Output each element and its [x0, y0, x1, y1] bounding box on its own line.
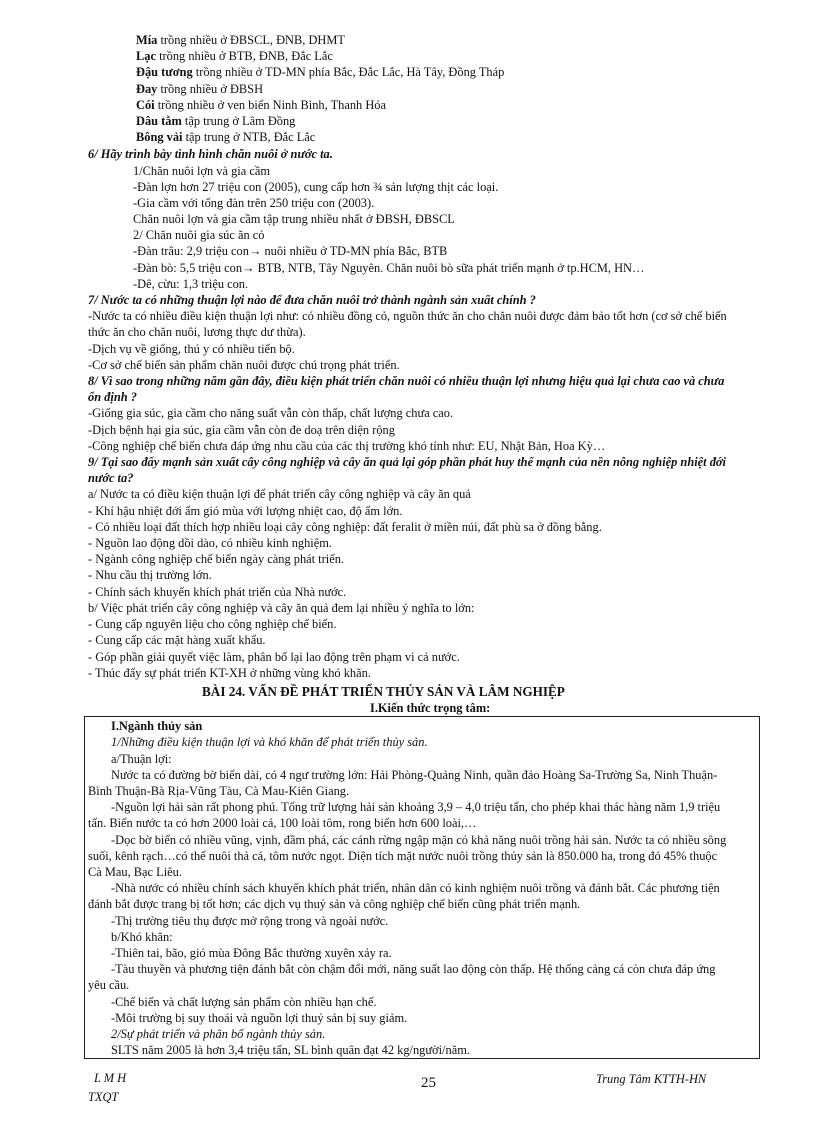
- lesson-subtitle: I.Kiến thức trọng tâm:: [370, 701, 491, 715]
- crop-item-lac: Lạc trồng nhiều ở BTB, ĐNB, Đắc Lắc: [136, 49, 333, 63]
- box-line: -Thị trường tiêu thụ được mở rộng trong và ngoài nước.: [111, 914, 389, 928]
- q9-line: - Cung cấp các mặt hàng xuất khẩu.: [88, 633, 266, 647]
- q9-line: - Có nhiều loại đất thích hợp nhiều loại cây công nghiệp: đất feralit ở miền núi, đất phù sa ở đồng bằng.: [88, 520, 602, 534]
- box-line: -Môi trường bị suy thoái và nguồn lợi thuỷ sản bị suy giảm.: [111, 1011, 408, 1025]
- crop-item-dau-tam: Dâu tằm tập trung ở Lâm Đồng: [136, 114, 296, 128]
- question-6: 6/ Hãy trình bày tình hình chăn nuôi ở nước ta.: [88, 147, 333, 161]
- q8-line: -Dịch bệnh hại gia súc, gia cầm vẫn còn đe doạ trên diện rộng: [88, 423, 395, 437]
- q9-line: a/ Nước ta có điều kiện thuận lợi để phát triển cây công nghiệp và cây ăn quả: [88, 487, 471, 501]
- q6-line: -Dê, cừu: 1,3 triệu con.: [133, 277, 249, 291]
- q6-line: -Đàn trâu: 2,9 triệu con→ nuôi nhiều ở TD-MN phía Bắc, BTB: [133, 244, 448, 258]
- crop-item-day: Đay trồng nhiều ở ĐBSH: [136, 82, 264, 96]
- box-line: đánh bắt được trang bị tốt hơn; các dịch vụ thuỷ sản và công nghiệp chế biến cũng phát triển mạnh.: [88, 897, 581, 911]
- q9-line: - Góp phần giải quyết việc làm, phân bố lại lao động trên phạm vi cả nước.: [88, 650, 460, 664]
- q9-line: - Nguồn lao động dồi dào, có nhiều kinh nghiệm.: [88, 536, 332, 550]
- box-line: Nước ta có đường bờ biển dài, có 4 ngư trường lớn: Hải Phòng-Quảng Ninh, quần đảo Hoàng Sa-Trường Sa, Ninh Thuận-: [111, 768, 718, 782]
- q6-line: 1/Chăn nuôi lợn và gia cầm: [133, 164, 270, 178]
- question-8: 8/ Vì sao trong những năm gần đây, điều kiện phát triển chăn nuôi có nhiều thuận lợi nhưng hiệu quả lại chưa cao và chưa: [88, 374, 725, 388]
- footer-left-line1: L M H: [94, 1071, 127, 1085]
- q9-line: - Thúc đẩy sự phát triển KT-XH ở những vùng khó khăn.: [88, 666, 371, 680]
- q8-line: -Công nghiệp chế biến chưa đáp ứng nhu cầu của các thị trường khó tính như: EU, Nhật Bản, Hoa Kỳ…: [88, 439, 606, 453]
- box-line: Cà Mau, Bạc Liêu.: [88, 865, 182, 879]
- box-line: b/Khó khăn:: [111, 930, 173, 944]
- q7-line: thức ăn cho chăn nuôi, lương thực dư thừa).: [88, 325, 306, 339]
- box-line: -Chế biến và chất lượng sản phẩm còn nhiều hạn chế.: [111, 995, 377, 1009]
- box-line: SLTS năm 2005 là hơn 3,4 triệu tấn, SL bình quân đạt 42 kg/người/năm.: [111, 1043, 470, 1057]
- crop-item-coi: Cói trồng nhiều ở ven biển Ninh Bình, Thanh Hóa: [136, 98, 386, 112]
- q6-line: Chăn nuôi lợn và gia cầm tập trung nhiều nhất ở ĐBSH, ĐBSCL: [133, 212, 455, 226]
- box-subheading: 2/Sự phát triển và phân bố ngành thủy sản.: [111, 1027, 326, 1041]
- question-8-cont: ổn định ?: [88, 390, 137, 404]
- box-line: suối, kênh rạch…có thể nuôi thả cá, tôm nước ngọt. Diện tích mặt nước nuôi trồng thủy sản là 850.000 ha, trong đó 45% thuộc: [88, 849, 718, 863]
- q9-line: - Nhu cầu thị trường lớn.: [88, 568, 212, 582]
- box-line: -Nguồn lợi hải sản rất phong phú. Tổng trữ lượng hải sản khoảng 3,9 – 4,0 triệu tấn, cho phép khai thác hàng năm 1,9 triệu: [111, 800, 721, 814]
- box-heading: I.Ngành thủy sản: [111, 719, 203, 733]
- box-line: -Thiên tai, bão, gió mùa Đông Bắc thường xuyên xảy ra.: [111, 946, 392, 960]
- q9-line: - Khí hậu nhiệt đới ẩm gió mùa với lượng nhiệt cao, độ ẩm lớn.: [88, 504, 403, 518]
- box-line: -Nhà nước có nhiều chính sách khuyến khích phát triển, nhân dân có kinh nghiệm nuôi trồng và đánh bắt. Các phương tiện: [111, 881, 720, 895]
- question-9-cont: nước ta?: [88, 471, 134, 485]
- box-line: -Tàu thuyền và phương tiện đánh bắt còn chậm đổi mới, năng suất lao động còn thấp. Hệ thống cảng cá còn chưa đáp ứng: [111, 962, 716, 976]
- q6-line: -Gia cầm với tổng đàn trên 250 triệu con (2003).: [133, 196, 375, 210]
- box-line: tấn. Biển nước ta có hơn 2000 loài cá, 100 loài tôm, rong biển hơn 600 loài,…: [88, 816, 477, 830]
- q9-line: - Ngành công nghiệp chế biến ngày càng phát triển.: [88, 552, 344, 566]
- q6-line: 2/ Chăn nuôi gia súc ăn cỏ: [133, 228, 265, 242]
- box-line: -Dọc bờ biển có nhiều vũng, vịnh, đầm phá, các cánh rừng ngập mặn có khả năng nuôi trồng hải sản. Nước ta có nhiều sông: [111, 833, 727, 847]
- crop-item-dau-tuong: Đậu tương trồng nhiều ở TD-MN phía Bắc, Đắc Lắc, Hà Tây, Đồng Tháp: [136, 65, 505, 79]
- footer-left-line2: TXQT: [88, 1090, 119, 1104]
- box-line: Bình Thuận-Bà Rịa-Vũng Tàu, Cà Mau-Kiên Giang.: [88, 784, 350, 798]
- q9-line: - Chính sách khuyến khích phát triển của Nhà nước.: [88, 585, 347, 599]
- q8-line: -Giống gia súc, gia cầm cho năng suất vẫn còn thấp, chất lượng chưa cao.: [88, 406, 454, 420]
- footer-right: Trung Tâm KTTH-HN: [596, 1072, 707, 1086]
- question-9: 9/ Tại sao đẩy mạnh sản xuất cây công nghiệp và cây ăn quả lại góp phần phát huy thế mạnh của nền nông nghiệp nhiệt đới: [88, 455, 726, 469]
- box-line: yêu cầu.: [88, 978, 130, 992]
- q7-line: -Dịch vụ về giống, thú y có nhiều tiến bộ.: [88, 342, 295, 356]
- question-7: 7/ Nước ta có những thuận lợi nào để đưa chăn nuôi trở thành ngành sản xuất chính ?: [88, 293, 536, 307]
- q6-line: -Đàn bò: 5,5 triệu con→ BTB, NTB, Tây Nguyên. Chăn nuôi bò sữa phát triển mạnh ở tp.HCM, HN…: [133, 261, 645, 275]
- crop-item-bong-vai: Bông vải tập trung ở NTB, Đắc Lắc: [136, 130, 316, 144]
- page-number: 25: [421, 1075, 436, 1091]
- crop-item-mia: Mía trồng nhiều ở ĐBSCL, ĐNB, DHMT: [136, 33, 345, 47]
- lesson-title: BÀI 24. VẤN ĐỀ PHÁT TRIỂN THỦY SẢN VÀ LÂM NGHIỆP: [202, 684, 565, 699]
- box-subheading: 1/Những điều kiện thuận lợi và khó khăn để phát triển thủy sản.: [111, 735, 428, 749]
- q7-line: -Cơ sở chế biến sản phẩm chăn nuôi được chú trọng phát triển.: [88, 358, 400, 372]
- q6-line: -Đàn lợn hơn 27 triệu con (2005), cung cấp hơn ¾ sản lượng thịt các loại.: [133, 180, 499, 194]
- q9-line: b/ Việc phát triển cây công nghiệp và cây ăn quả đem lại nhiều ý nghĩa to lớn:: [88, 601, 475, 615]
- q7-line: -Nước ta có nhiều điều kiện thuận lợi như: có nhiều đồng cỏ, nguồn thức ăn cho chăn nuôi được đảm bảo tốt hơn (cơ sở chế biến: [88, 309, 727, 323]
- box-line: a/Thuận lợi:: [111, 752, 172, 766]
- q9-line: - Cung cấp nguyên liệu cho công nghiệp chế biến.: [88, 617, 337, 631]
